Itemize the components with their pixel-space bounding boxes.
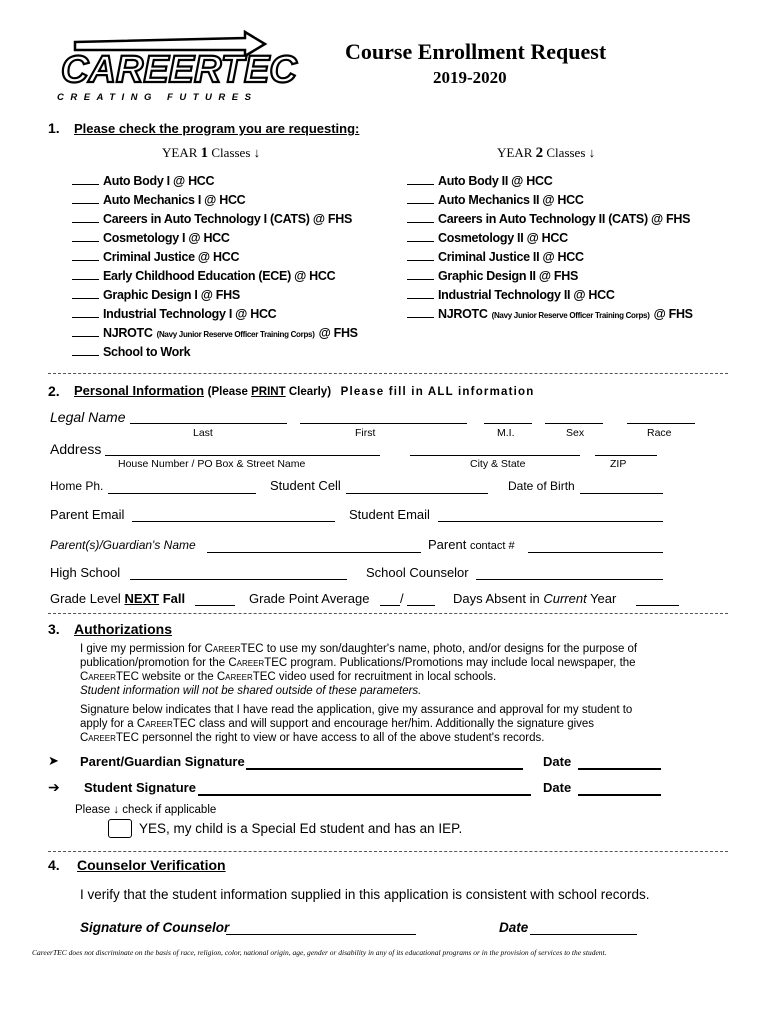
address-label: Address [50, 441, 102, 457]
section-3-title: Authorizations [74, 621, 172, 637]
gpa-slash: / [400, 591, 404, 606]
first-sublabel: First [355, 427, 376, 439]
counselor-verify-text: I verify that the student information supplied in this application is consistent with school records. [80, 887, 650, 902]
checkbox-blank[interactable] [407, 194, 434, 204]
gpa-field-2[interactable] [407, 593, 435, 606]
iep-checkbox[interactable] [108, 819, 132, 838]
brand-a: Career [80, 671, 116, 683]
checkbox-blank[interactable] [72, 194, 99, 204]
parent-date-label: Date [543, 754, 572, 769]
grade-level-fall: Fall [159, 591, 186, 606]
guardian-name-label: Parent(s)/Guardian's Name [50, 538, 196, 552]
race-field[interactable] [627, 411, 695, 424]
legal-name-label: Legal Name [50, 409, 126, 425]
parent-contact-word: Parent [428, 537, 467, 552]
grade-level-pre: Grade Level [50, 591, 125, 606]
gpa-field-1[interactable] [380, 593, 400, 606]
checkbox-blank[interactable] [72, 308, 99, 318]
year1-heading [162, 145, 260, 162]
program-option[interactable] [72, 174, 214, 188]
city-sublabel: City & State [470, 458, 526, 470]
divider [48, 373, 728, 374]
student-cell-field[interactable] [346, 481, 488, 494]
parent-contact-small: contact # [469, 540, 515, 552]
sex-field[interactable] [545, 411, 603, 424]
logo-tagline: CREATING FUTURES [57, 92, 258, 103]
school-counselor-field[interactable] [476, 567, 663, 580]
checkbox-blank[interactable] [72, 232, 99, 242]
checkbox-blank[interactable] [72, 327, 99, 337]
brand-a: Career [216, 671, 253, 683]
program-option[interactable] [407, 231, 568, 245]
njrotc-note: (Navy Junior Reserve Officer Training Corps) [491, 311, 650, 320]
program-option[interactable] [72, 288, 240, 302]
program-label: NJROTC [438, 307, 488, 321]
brand-b: TEC [115, 732, 139, 744]
grade-level-field[interactable] [195, 593, 235, 606]
grade-level-label [50, 591, 185, 606]
counselor-signature-label: Signature of Counselor [80, 920, 230, 935]
checkbox-blank[interactable] [407, 232, 434, 242]
program-label: Cosmetology I @ HCC [103, 231, 230, 245]
section-1-number: 1. [48, 120, 60, 136]
p2-c: class and will support and encourage her/him. Additionally the signature gives [195, 718, 595, 730]
program-option[interactable] [407, 269, 578, 283]
gpa-label: Grade Point Average [249, 591, 370, 606]
program-option[interactable] [72, 326, 358, 340]
year1-prefix: YEAR [162, 145, 201, 160]
checkbox-blank[interactable] [407, 270, 434, 280]
program-option[interactable] [72, 193, 245, 207]
checkbox-blank[interactable] [72, 251, 99, 261]
student-date-label: Date [543, 780, 572, 795]
brand-a: Career [136, 718, 173, 730]
program-option[interactable] [407, 307, 693, 321]
year2-heading [497, 145, 595, 162]
fill-note: Please fill in ALL information [340, 386, 535, 398]
p1-a: I give my permission for [80, 643, 205, 655]
zip-sublabel: ZIP [610, 458, 627, 470]
p1-f: video used for recruitment in local schools. [275, 671, 497, 683]
section-2-title: Personal Information [74, 383, 205, 398]
checkbox-blank[interactable] [72, 175, 99, 185]
student-signature-label: Student Signature [84, 780, 196, 795]
mi-sublabel: M.I. [497, 427, 515, 439]
print-note-word: PRINT [251, 386, 286, 398]
p1-b: to use my son/daughter's name, photo, and/or designs for the purpose of [263, 643, 638, 655]
program-option[interactable] [407, 174, 552, 188]
njrotc-note: (Navy Junior Reserve Officer Training Corps) [156, 330, 315, 339]
days-absent-current: Current [543, 591, 587, 606]
guardian-name-field[interactable] [207, 540, 421, 553]
checkbox-blank[interactable] [407, 308, 434, 318]
logo-text: CAREERTEC [61, 49, 297, 91]
authorization-paragraph-1 [80, 642, 690, 698]
brand-b: TEC [252, 671, 276, 683]
dob-label: Date of Birth [508, 479, 575, 493]
program-option[interactable] [72, 345, 190, 359]
logo-graphic [55, 30, 297, 105]
section-1-title: Please check the program you are requesting: [74, 121, 360, 136]
section-2-heading [74, 383, 534, 398]
zip-field[interactable] [595, 443, 657, 456]
high-school-label: High School [50, 565, 121, 580]
student-signature-field[interactable] [198, 782, 531, 796]
section-2-number: 2. [48, 383, 60, 399]
section-4-number: 4. [48, 857, 60, 873]
brand-a: Career [204, 643, 241, 655]
parent-email-field[interactable] [132, 509, 335, 522]
careertec-logo [55, 30, 297, 105]
year2-suffix: Classes ↓ [543, 145, 596, 160]
race-sublabel: Race [647, 427, 672, 439]
program-option[interactable] [72, 250, 239, 264]
arrowhead-icon: ➤ [48, 753, 59, 768]
grade-level-next: NEXT [124, 591, 160, 606]
program-label: NJROTC [103, 326, 153, 340]
program-label: Industrial Technology I @ HCC [103, 307, 277, 321]
brand-b: TEC [115, 671, 139, 683]
program-option[interactable] [72, 212, 352, 226]
program-option[interactable] [72, 269, 335, 283]
parent-signature-label: Parent/Guardian Signature [80, 754, 245, 769]
year1-num: 1 [200, 145, 209, 161]
student-email-field[interactable] [438, 509, 663, 522]
brand-a: Career [80, 732, 116, 744]
house-sublabel: House Number / PO Box & Street Name [118, 458, 306, 470]
counselor-date-label: Date [499, 920, 529, 935]
parent-contact-label [428, 537, 515, 552]
p2-a: Signature below indicates that I have read the application, give my assurance and approval for my student to [80, 704, 633, 716]
mi-field[interactable] [484, 411, 532, 424]
program-label: Cosmetology II @ HCC [438, 231, 568, 245]
checkbox-blank[interactable] [407, 175, 434, 185]
street-field[interactable] [105, 443, 380, 456]
p2-b: apply for a [80, 718, 137, 730]
student-cell-label: Student Cell [270, 478, 341, 493]
program-option[interactable] [407, 212, 690, 226]
njrotc-location: @ FHS [318, 326, 358, 340]
print-note-post: Clearly) [285, 386, 332, 398]
days-absent-label [453, 591, 616, 606]
iep-label: YES, my child is a Special Ed student and has an IEP. [139, 821, 463, 836]
year2-num: 2 [535, 145, 544, 161]
program-label: Careers in Auto Technology II (CATS) @ FHS [438, 212, 691, 226]
authorization-paragraph-2 [80, 703, 690, 745]
sex-sublabel: Sex [566, 427, 585, 439]
p1-italic: Student information will not be shared outside of these parameters. [80, 685, 422, 697]
p1-d: program. Publications/Promotions may include local newspaper, the [287, 657, 636, 669]
school-counselor-label: School Counselor [366, 565, 469, 580]
parent-email-label: Parent Email [50, 507, 125, 522]
student-date-field[interactable] [578, 782, 661, 796]
days-absent-field[interactable] [636, 593, 679, 606]
program-label: Industrial Technology II @ HCC [438, 288, 615, 302]
section-4-title: Counselor Verification [77, 857, 226, 873]
section-3-number: 3. [48, 621, 60, 637]
checkbox-blank[interactable] [407, 251, 434, 261]
program-label: Criminal Justice @ HCC [103, 250, 240, 264]
high-school-field[interactable] [130, 567, 347, 580]
program-option[interactable] [407, 288, 615, 302]
program-label: Graphic Design I @ FHS [103, 288, 240, 302]
program-option[interactable] [72, 307, 276, 321]
program-label: Careers in Auto Technology I (CATS) @ FHS [103, 212, 352, 226]
checkbox-blank[interactable] [72, 213, 99, 223]
parent-contact-field[interactable] [528, 540, 663, 553]
njrotc-location: @ FHS [653, 307, 693, 321]
counselor-signature-field[interactable] [226, 922, 416, 935]
parent-signature-field[interactable] [246, 756, 523, 770]
checkbox-blank[interactable] [72, 346, 99, 356]
parent-date-field[interactable] [578, 756, 661, 770]
year2-prefix: YEAR [497, 145, 536, 160]
print-note-pre: (Please [207, 386, 252, 398]
days-absent-post: Year [586, 591, 617, 606]
p2-d: personnel the right to view or have access to all of the above student's records. [138, 732, 545, 744]
checkbox-blank[interactable] [407, 213, 434, 223]
right-arrow-icon: ➔ [48, 779, 60, 795]
program-option[interactable] [72, 231, 230, 245]
student-email-label: Student Email [349, 507, 430, 522]
program-label: Auto Mechanics II @ HCC [438, 193, 584, 207]
program-label: Early Childhood Education (ECE) @ HCC [103, 269, 336, 283]
brand-b: TEC [172, 718, 196, 730]
program-label: School to Work [103, 345, 191, 359]
brand-b: TEC [264, 657, 288, 669]
brand-b: TEC [240, 643, 264, 655]
program-option[interactable] [407, 250, 584, 264]
city-state-field[interactable] [410, 443, 580, 456]
checkbox-blank[interactable] [72, 289, 99, 299]
checkbox-blank[interactable] [72, 270, 99, 280]
checkbox-blank[interactable] [407, 289, 434, 299]
program-option[interactable] [407, 193, 584, 207]
p1-e: website or the [138, 671, 217, 683]
last-sublabel: Last [193, 427, 213, 439]
divider [48, 613, 728, 614]
first-name-field[interactable] [300, 411, 467, 424]
page-title: Course Enrollment Request [345, 39, 607, 64]
program-label: Auto Body II @ HCC [438, 174, 553, 188]
last-name-field[interactable] [130, 411, 287, 424]
year1-suffix: Classes ↓ [208, 145, 261, 160]
home-phone-label: Home Ph. [50, 479, 104, 493]
dob-field[interactable] [580, 481, 663, 494]
divider [48, 851, 728, 852]
program-label: Criminal Justice II @ HCC [438, 250, 584, 264]
program-label: Auto Mechanics I @ HCC [103, 193, 246, 207]
brand-a: Career [228, 657, 265, 669]
p1-c: publication/promotion for the [80, 657, 229, 669]
school-year: 2019-2020 [433, 68, 507, 87]
counselor-date-field[interactable] [530, 922, 637, 935]
days-absent-pre: Days Absent in [453, 591, 544, 606]
non-discrimination-footer: CareerTEC does not discriminate on the basis of race, religion, color, national origin, age, gender or disability in any of its educational programs or in the provision of services to the student. [32, 948, 607, 957]
home-phone-field[interactable] [108, 481, 256, 494]
program-label: Graphic Design II @ FHS [438, 269, 579, 283]
program-label: Auto Body I @ HCC [103, 174, 215, 188]
check-note: Please ↓ check if applicable [75, 804, 217, 816]
